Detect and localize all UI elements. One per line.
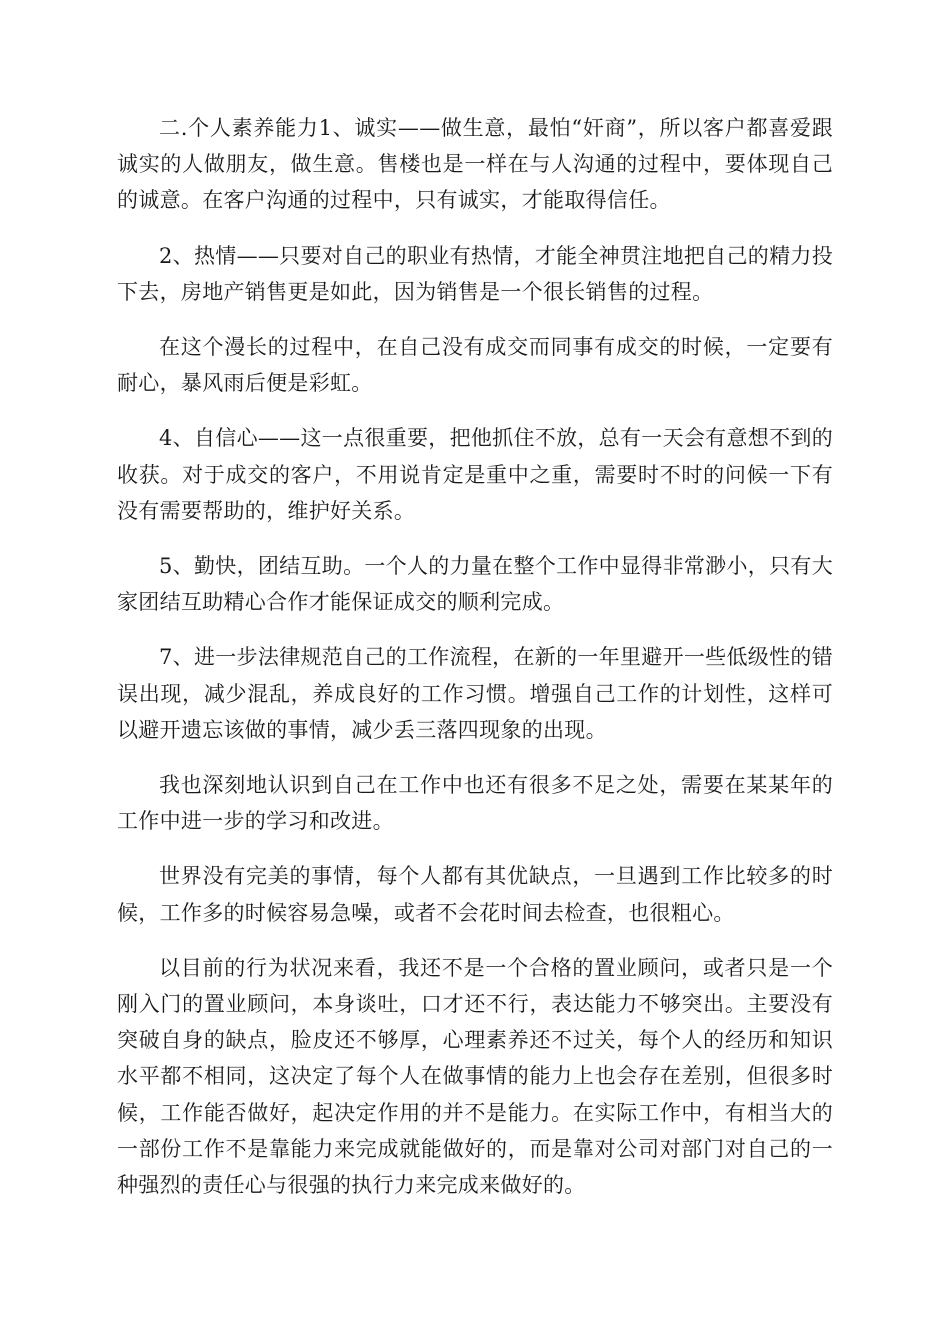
paragraph-diligence-teamwork: 5、勤快，团结互助。一个人的力量在整个工作中显得非常渺小，只有大家团结互助精心合作才能保证成交的顺利完成。 — [117, 554, 833, 615]
paragraph-self-assessment: 以目前的行为状况来看，我还不是一个合格的置业顾问，或者只是一个刚入门的置业顾问，本身谈吐，口才还不行，表达能力不够突出。主要没有突破自身的缺点，脸皮还不够厚，心理素养还不过关，每个人的经历和知识水平都不相同，这决定了每个人在做事情的能力上也会存在差别，但很多时候，工作能否做好，起决定作用的并不是能力。在实际工作中，有相当大的一部份工作不是靠能力来完成就能做好的，而是靠对公司对部门对自己的一种强烈的责任心与很强的执行力来完成来做好的。 — [117, 955, 833, 1198]
paragraph-enthusiasm: 2、热情——只要对自己的职业有热情，才能全神贯注地把自己的精力投下去，房地产销售更是如此，因为销售是一个很长销售的过程。 — [117, 243, 833, 304]
document-page — [117, 110, 833, 1222]
paragraph-imperfection: 世界没有完美的事情，每个人都有其优缺点，一旦遇到工作比较多的时候，工作多的时候容易急噪，或者不会花时间去检查，也很粗心。 — [117, 864, 833, 925]
paragraph-patience: 在这个漫长的过程中，在自己没有成交而同事有成交的时候，一定要有耐心，暴风雨后便是彩虹。 — [117, 335, 833, 396]
paragraph-shortcomings: 我也深刻地认识到自己在工作中也还有很多不足之处，需要在某某年的工作中进一步的学习和改进。 — [117, 773, 833, 834]
paragraph-personal-quality-honesty: 二.个人素养能力1、诚实——做生意，最怕“奸商”，所以客户都喜爱跟诚实的人做朋友，做生意。售楼也是一样在与人沟通的过程中，要体现自己的诚意。在客户沟通的过程中，只有诚实，才能取得信任。 — [117, 116, 833, 213]
paragraph-confidence: 4、自信心——这一点很重要，把他抓住不放，总有一天会有意想不到的收获。对于成交的客户，不用说肯定是重中之重，需要时不时的问候一下有没有需要帮助的，维护好关系。 — [117, 426, 833, 523]
paragraph-work-process: 7、进一步法律规范自己的工作流程，在新的一年里避开一些低级性的错误出现，减少混乱，养成良好的工作习惯。增强自己工作的计划性，这样可以避开遗忘该做的事情，减少丢三落四现象的出现。 — [117, 645, 833, 742]
